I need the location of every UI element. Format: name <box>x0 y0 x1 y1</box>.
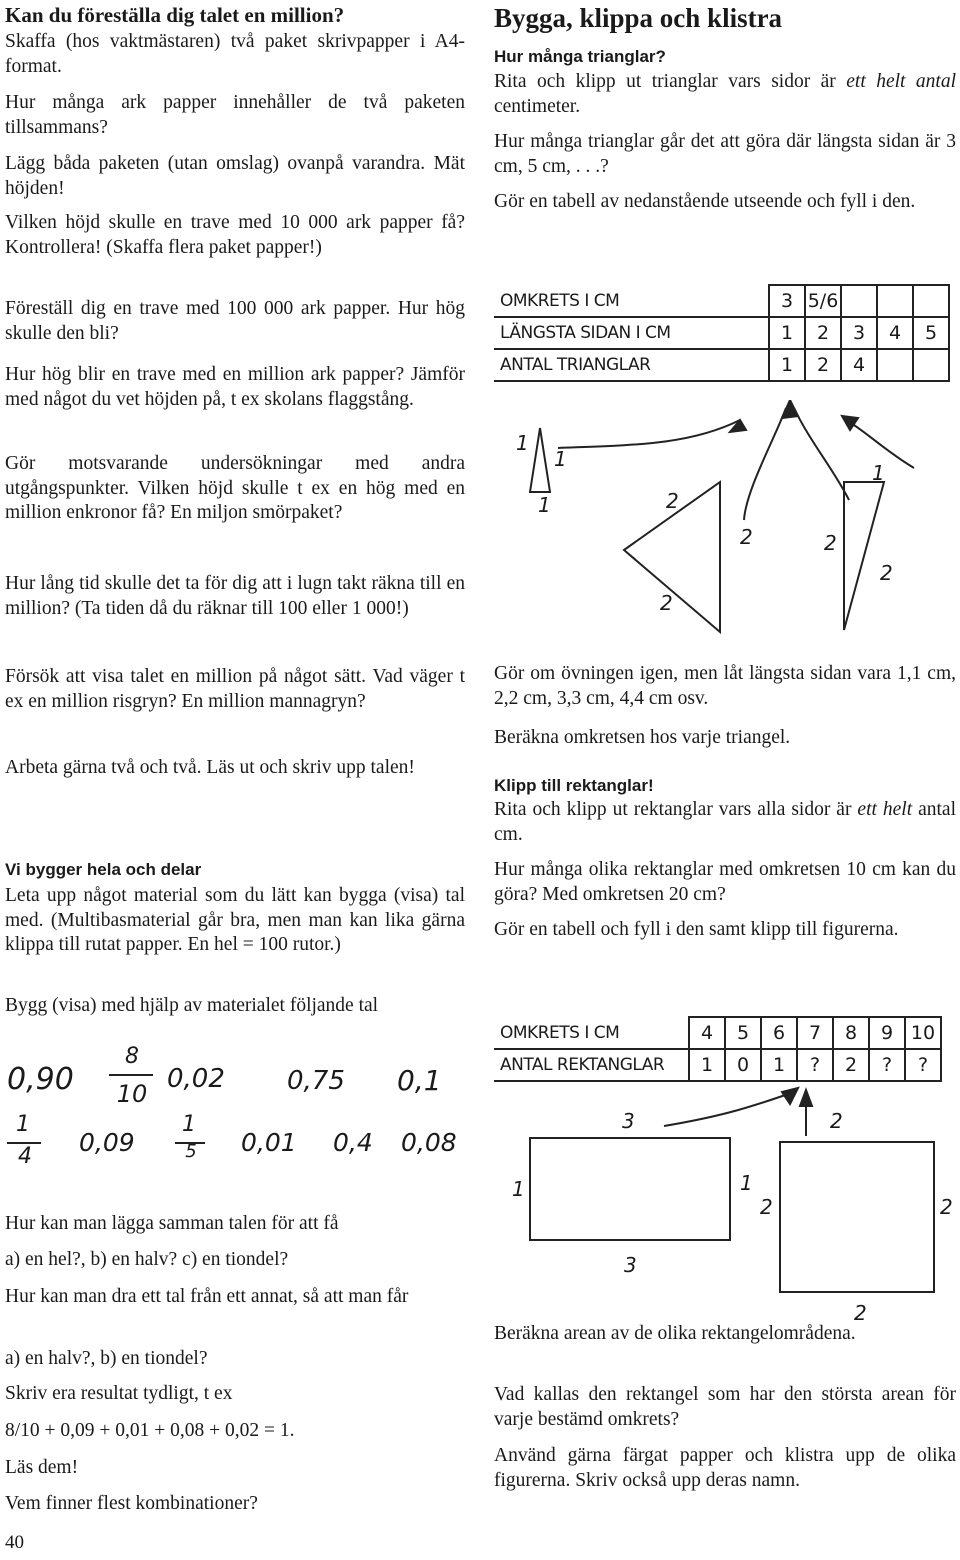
heading-build: Vi bygger hela och delar <box>5 860 202 879</box>
paragraph: Leta upp något material som du lätt kan bygga (visa) tal med. (Multibasmaterial går bra, men man kan lika gärna klippa till rutat papper. En hel = 100 rutor.) <box>5 885 465 955</box>
paragraph: Hur lång tid skulle det ta för dig att i lugn takt räkna till en million? (Ta tiden då du räknar till 100 eller 1 000!) <box>5 573 465 619</box>
table-cell <box>913 285 949 317</box>
fraction-denominator: 10 <box>116 1080 148 1108</box>
table-cell: 4 <box>841 349 877 381</box>
side-label: 2 <box>666 489 679 513</box>
page-number: 40 <box>5 1532 24 1553</box>
side-label: 1 <box>740 1171 753 1195</box>
table-row <box>494 349 949 381</box>
table-cell: 9 <box>869 1017 905 1049</box>
handwritten-number: 0,08 <box>401 1128 457 1157</box>
paragraph: Läs dem! <box>5 1457 79 1478</box>
paragraph: Lägg båda paketen (utan omslag) ovanpå varandra. Mät höjden! <box>5 153 465 199</box>
handwritten-number: 0,4 <box>333 1128 373 1157</box>
table-row <box>494 1017 941 1049</box>
triangle-table <box>494 284 950 382</box>
side-label: 2 <box>760 1195 773 1219</box>
fraction-numerator: 1 <box>182 1112 196 1137</box>
table-cell: 7 <box>797 1017 833 1049</box>
handwritten-number: 0,75 <box>287 1066 345 1096</box>
triangle-drawings <box>494 400 956 660</box>
table-cell: 5 <box>725 1017 761 1049</box>
row-label: OMKRETS I CM <box>494 285 769 317</box>
side-label: 2 <box>940 1195 953 1219</box>
table-cell: ? <box>869 1049 905 1081</box>
arrowhead <box>782 1088 798 1104</box>
paragraph: Hur hög blir en trave med en million ark papper? Jämför med något du vet höjden på, t ex skolans flaggstång. <box>5 364 465 410</box>
table-cell: 8 <box>833 1017 869 1049</box>
paragraph: Hur många olika rektanglar med omkretsen 10 cm kan du göra? Med omkretsen 20 cm? <box>494 859 956 905</box>
fraction-denominator: 5 <box>185 1141 197 1162</box>
table-cell: 4 <box>877 317 913 349</box>
row-label: LÄNGSTA SIDAN I CM <box>494 317 769 349</box>
paragraph: Hur kan man dra ett tal från ett annat, så att man får <box>5 1286 409 1307</box>
table-cell: 0 <box>725 1049 761 1081</box>
table-cell: 1 <box>769 349 805 381</box>
table-row <box>494 1049 941 1081</box>
arrow <box>664 1092 794 1126</box>
table-cell: 5/6 <box>805 285 841 317</box>
table-cell: ? <box>905 1049 941 1081</box>
heading-triangles: Hur många trianglar? <box>494 47 666 66</box>
side-label: 2 <box>880 561 893 585</box>
table-cell: 2 <box>833 1049 869 1081</box>
handwritten-number: 0,02 <box>167 1064 225 1094</box>
table-cell: 1 <box>761 1049 797 1081</box>
rectangle-drawings <box>494 1084 956 1324</box>
side-label: 1 <box>512 1177 525 1201</box>
arrowhead <box>842 416 858 430</box>
table-cell: 4 <box>689 1017 725 1049</box>
side-label: 1 <box>516 431 529 455</box>
side-label: 2 <box>740 525 753 549</box>
heading-rectangles: Klipp till rektanglar! <box>494 776 654 795</box>
paragraph: Rita och klipp ut rektanglar vars alla sidor är ett helt antal cm. <box>494 799 956 845</box>
equation: 8/10 + 0,09 + 0,01 + 0,08 + 0,02 = 1. <box>5 1420 295 1441</box>
side-label: 2 <box>854 1301 867 1324</box>
paragraph: Rita och klipp ut trianglar vars sidor är ett helt antal centimeter. <box>494 71 956 117</box>
handwritten-number: 0,01 <box>241 1128 297 1157</box>
paragraph: Vad kallas den rektangel som har den största arean för varje bestämd omkrets? <box>494 1384 956 1430</box>
table-cell: 3 <box>841 317 877 349</box>
paragraph: Hur kan man lägga samman talen för att få <box>5 1213 339 1234</box>
table-cell: 1 <box>769 317 805 349</box>
paragraph: Gör en tabell och fyll i den samt klipp till figurerna. <box>494 919 899 940</box>
paragraph: Vilken höjd skulle en trave med 10 000 ark papper få? Kontrollera! (Skaffa flera paket papper!) <box>5 212 465 258</box>
row-label: OMKRETS I CM <box>494 1017 689 1049</box>
arrow <box>794 408 849 500</box>
paragraph: Försök att visa talet en million på något sätt. Vad väger t ex en million risgryn? En million mannagryn? <box>5 666 465 712</box>
table-cell: 3 <box>769 285 805 317</box>
table-cell: 2 <box>805 317 841 349</box>
side-label: 2 <box>824 531 837 555</box>
side-label: 3 <box>624 1253 637 1277</box>
fraction-numerator: 8 <box>125 1044 139 1069</box>
arrow <box>558 420 740 448</box>
arrowhead <box>782 400 798 418</box>
paragraph: Gör motsvarande undersökningar med andra utgångspunkter. Vilken höjd skulle t ex en hög med en million enkronor få? En miljon smörpaket? <box>5 453 465 523</box>
paragraph: Bygg (visa) med hjälp av materialet följande tal <box>5 995 379 1016</box>
table-cell: 2 <box>805 349 841 381</box>
handwritten-number: 0,1 <box>397 1064 442 1097</box>
side-label: 1 <box>872 461 885 485</box>
section-title: Bygga, klippa och klistra <box>494 3 783 33</box>
paragraph: Hur många ark papper innehåller de två paketen tillsammans? <box>5 92 465 138</box>
handwritten-number: 0,09 <box>79 1128 135 1157</box>
fraction-denominator: 4 <box>18 1144 32 1169</box>
paragraph: a) en halv?, b) en tiondel? <box>5 1348 208 1369</box>
paragraph: Hur många trianglar går det att göra där längsta sidan är 3 cm, 5 cm, . . .? <box>494 131 956 177</box>
arrowhead <box>730 420 746 432</box>
side-label: 1 <box>538 493 551 517</box>
rectangle-3x1 <box>530 1138 730 1240</box>
paragraph: Beräkna omkretsen hos varje triangel. <box>494 727 791 748</box>
table-cell <box>877 349 913 381</box>
paragraph: Skriv era resultat tydligt, t ex <box>5 1383 233 1404</box>
arrow <box>744 408 786 520</box>
paragraph: Arbeta gärna två och två. Läs ut och skriv upp talen! <box>5 757 415 778</box>
table-cell <box>841 285 877 317</box>
rectangle-2x2 <box>780 1142 934 1292</box>
table-cell: 10 <box>905 1017 941 1049</box>
row-label: ANTAL REKTANGLAR <box>494 1049 689 1081</box>
table-cell <box>877 285 913 317</box>
rectangle-table <box>494 1016 942 1082</box>
paragraph: a) en hel?, b) en halv? c) en tiondel? <box>5 1249 289 1270</box>
table-cell: 5 <box>913 317 949 349</box>
table-cell: ? <box>797 1049 833 1081</box>
fraction-bar <box>109 1074 153 1076</box>
small-triangle <box>530 428 550 492</box>
handwritten-number: 0,90 <box>7 1062 74 1097</box>
tall-triangle <box>844 482 884 630</box>
table-cell: 1 <box>689 1049 725 1081</box>
paragraph: Använd gärna färgat papper och klistra upp de olika figurerna. Skriv också upp deras namn. <box>494 1445 956 1491</box>
table-cell <box>913 349 949 381</box>
table-row <box>494 317 949 349</box>
paragraph: Gör en tabell av nedanstående utseende och fyll i den. <box>494 191 916 212</box>
paragraph: Vem finner flest kombinationer? <box>5 1493 258 1514</box>
fraction-numerator: 1 <box>16 1112 30 1137</box>
table-cell: 6 <box>761 1017 797 1049</box>
row-label: ANTAL TRIANGLAR <box>494 349 769 381</box>
paragraph: Skaffa (hos vaktmästaren) två paket skrivpapper i A4-format. <box>5 31 465 77</box>
arrowhead <box>800 1090 812 1106</box>
paragraph: Gör om övningen igen, men låt längsta sidan vara 1,1 cm, 2,2 cm, 3,3 cm, 4,4 cm osv. <box>494 663 956 709</box>
paragraph: Beräkna arean av de olika rektangelområdena. <box>494 1323 856 1344</box>
side-label: 2 <box>660 591 673 615</box>
side-label: 2 <box>830 1109 843 1133</box>
side-label: 3 <box>622 1109 635 1133</box>
heading-million: Kan du föreställa dig talet en million? <box>5 3 345 27</box>
table-row <box>494 285 949 317</box>
paragraph: Föreställ dig en trave med 100 000 ark papper. Hur hög skulle den bli? <box>5 298 465 344</box>
side-label: 1 <box>554 447 567 471</box>
